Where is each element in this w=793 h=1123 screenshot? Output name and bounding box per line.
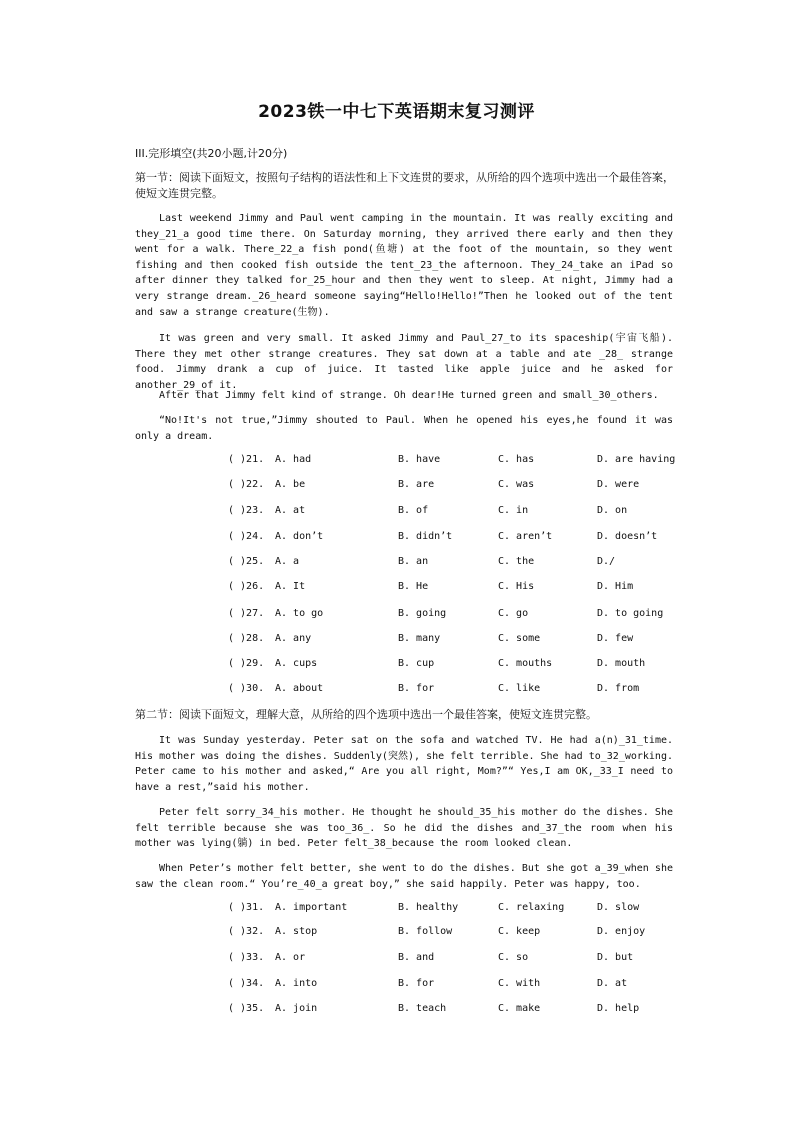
part1-instruction: 第一节：阅读下面短文，按照句子结构的语法性和上下文连贯的要求，从所给的四个选项中选出一个最佳答案，使短文连贯完整。: [135, 171, 674, 200]
option-b: B. of: [398, 505, 429, 516]
option-c: C. go: [498, 608, 529, 619]
option-c: C. aren’t: [498, 531, 553, 542]
passage2-paragraph: Peter felt sorry_34_his mother. He thought he should_35_his mother do the dishes. She felt terrible because she was too_36_. So he did the dishes and_37_the room when his mother was lying(躺) in bed. Peter felt_38_because the room looked clean.: [135, 807, 673, 850]
answer-blank[interactable]: ( )33.: [228, 952, 265, 963]
option-d: D. but: [597, 952, 634, 963]
option-d: D. Him: [597, 581, 634, 592]
option-c: C. has: [498, 454, 535, 465]
option-d: D. slow: [597, 902, 640, 913]
option-b: B. an: [398, 556, 429, 567]
passage2-paragraph: When Peter’s mother felt better, she went to do the dishes. But she got a_39_when she saw the clean room.“ You’re_40_a great boy,” she said happily. Peter was happy, too.: [135, 863, 673, 890]
option-a: A. to go: [275, 608, 324, 619]
option-c: C. keep: [498, 926, 541, 937]
option-c: C. His: [498, 581, 535, 592]
option-a: A. don’t: [275, 531, 324, 542]
option-c: C. make: [498, 1003, 541, 1014]
page-title: 2023铁一中七下英语期末复习测评: [258, 102, 535, 122]
option-b: B. He: [398, 581, 429, 592]
answer-blank[interactable]: ( )30.: [228, 683, 265, 694]
option-d: D. enjoy: [597, 926, 646, 937]
option-d: D. help: [597, 1003, 640, 1014]
option-a: A. join: [275, 1003, 318, 1014]
option-a: A. a: [275, 556, 300, 567]
option-b: B. follow: [398, 926, 453, 937]
passage1-paragraph: It was green and very small. It asked Jimmy and Paul_27_to its spaceship(宇宙飞船). There they met other strange creatures. They sat down at a table and ate _28_ strange food. Jimmy drank a cup of juice. It tasted like apple juice and he asked for another_29_of it.: [135, 333, 673, 391]
section-heading: III.完形填空(共20小题,计20分): [135, 147, 288, 160]
option-c: C. so: [498, 952, 529, 963]
option-b: B. for: [398, 978, 435, 989]
option-b: B. have: [398, 454, 441, 465]
option-b: B. many: [398, 633, 441, 644]
option-c: C. like: [498, 683, 541, 694]
answer-blank[interactable]: ( )32.: [228, 926, 265, 937]
option-a: A. be: [275, 479, 306, 490]
option-c: C. some: [498, 633, 541, 644]
option-c: C. with: [498, 978, 541, 989]
option-c: C. in: [498, 505, 529, 516]
part2-instruction: 第二节：阅读下面短文，理解大意，从所给的四个选项中选出一个最佳答案，使短文连贯完整。: [135, 708, 597, 721]
option-a: A. at: [275, 505, 306, 516]
option-d: D. on: [597, 505, 628, 516]
option-b: B. healthy: [398, 902, 459, 913]
option-d: D. at: [597, 978, 628, 989]
option-a: A. important: [275, 902, 348, 913]
option-d: D. doesn’t: [597, 531, 658, 542]
option-a: A. any: [275, 633, 312, 644]
option-d: D. to going: [597, 608, 664, 619]
option-d: D. mouth: [597, 658, 646, 669]
passage2-paragraph: It was Sunday yesterday. Peter sat on the sofa and watched TV. He had a(n)_31_time. His mother was doing the dishes. Suddenly(突然), she felt terrible. She had to_32_working. Peter came to his mother and asked,“ Are you all right, Mom?”“ Yes,I am OK,_33_I need to have a rest,”said his mother.: [135, 735, 673, 793]
option-b: B. cup: [398, 658, 435, 669]
answer-blank[interactable]: ( )29.: [228, 658, 265, 669]
option-a: A. stop: [275, 926, 318, 937]
option-d: D. are having: [597, 454, 676, 465]
passage1-paragraph: After that Jimmy felt kind of strange. Oh dear!He turned green and small_30_others.: [159, 390, 659, 401]
option-b: B. going: [398, 608, 447, 619]
answer-blank[interactable]: ( )28.: [228, 633, 265, 644]
option-c: C. the: [498, 556, 535, 567]
option-d: D./: [597, 556, 616, 567]
option-c: C. relaxing: [498, 902, 565, 913]
option-a: A. It: [275, 581, 306, 592]
option-a: A. or: [275, 952, 306, 963]
option-a: A. into: [275, 978, 318, 989]
option-c: C. mouths: [498, 658, 553, 669]
option-b: B. are: [398, 479, 435, 490]
answer-blank[interactable]: ( )27.: [228, 608, 265, 619]
option-c: C. was: [498, 479, 535, 490]
option-a: A. about: [275, 683, 324, 694]
passage1-paragraph: Last weekend Jimmy and Paul went camping in the mountain. It was really exciting and they_21_a good time there. On Saturday morning, they arrived there early and then they went for a walk. There_22_a fish pond(鱼塘) at the foot of the mountain, so they went fishing and then cooked fish outside the tent_23_the afternoon. They_24_take an iPad so after dinner they talked for_25_hour and then they went to sleep. At night, Jimmy had a very strange dream._26_heard someone saying“Hello!Hello!”Then he looked out of the tent and saw a strange creature(生物).: [135, 213, 673, 318]
option-b: B. didn’t: [398, 531, 453, 542]
answer-blank[interactable]: ( )21.: [228, 454, 265, 465]
option-b: B. teach: [398, 1003, 447, 1014]
option-d: D. from: [597, 683, 640, 694]
option-a: A. cups: [275, 658, 318, 669]
answer-blank[interactable]: ( )34.: [228, 978, 265, 989]
answer-blank[interactable]: ( )35.: [228, 1003, 265, 1014]
option-d: D. were: [597, 479, 640, 490]
option-a: A. had: [275, 454, 312, 465]
answer-blank[interactable]: ( )26.: [228, 581, 265, 592]
passage1-paragraph: “No!It's not true,”Jimmy shouted to Paul. When he opened his eyes,he found it was only a dream.: [135, 415, 673, 442]
answer-blank[interactable]: ( )24.: [228, 531, 265, 542]
option-b: B. for: [398, 683, 435, 694]
answer-blank[interactable]: ( )23.: [228, 505, 265, 516]
option-d: D. few: [597, 633, 634, 644]
answer-blank[interactable]: ( )31.: [228, 902, 265, 913]
option-b: B. and: [398, 952, 435, 963]
answer-blank[interactable]: ( )25.: [228, 556, 265, 567]
answer-blank[interactable]: ( )22.: [228, 479, 265, 490]
